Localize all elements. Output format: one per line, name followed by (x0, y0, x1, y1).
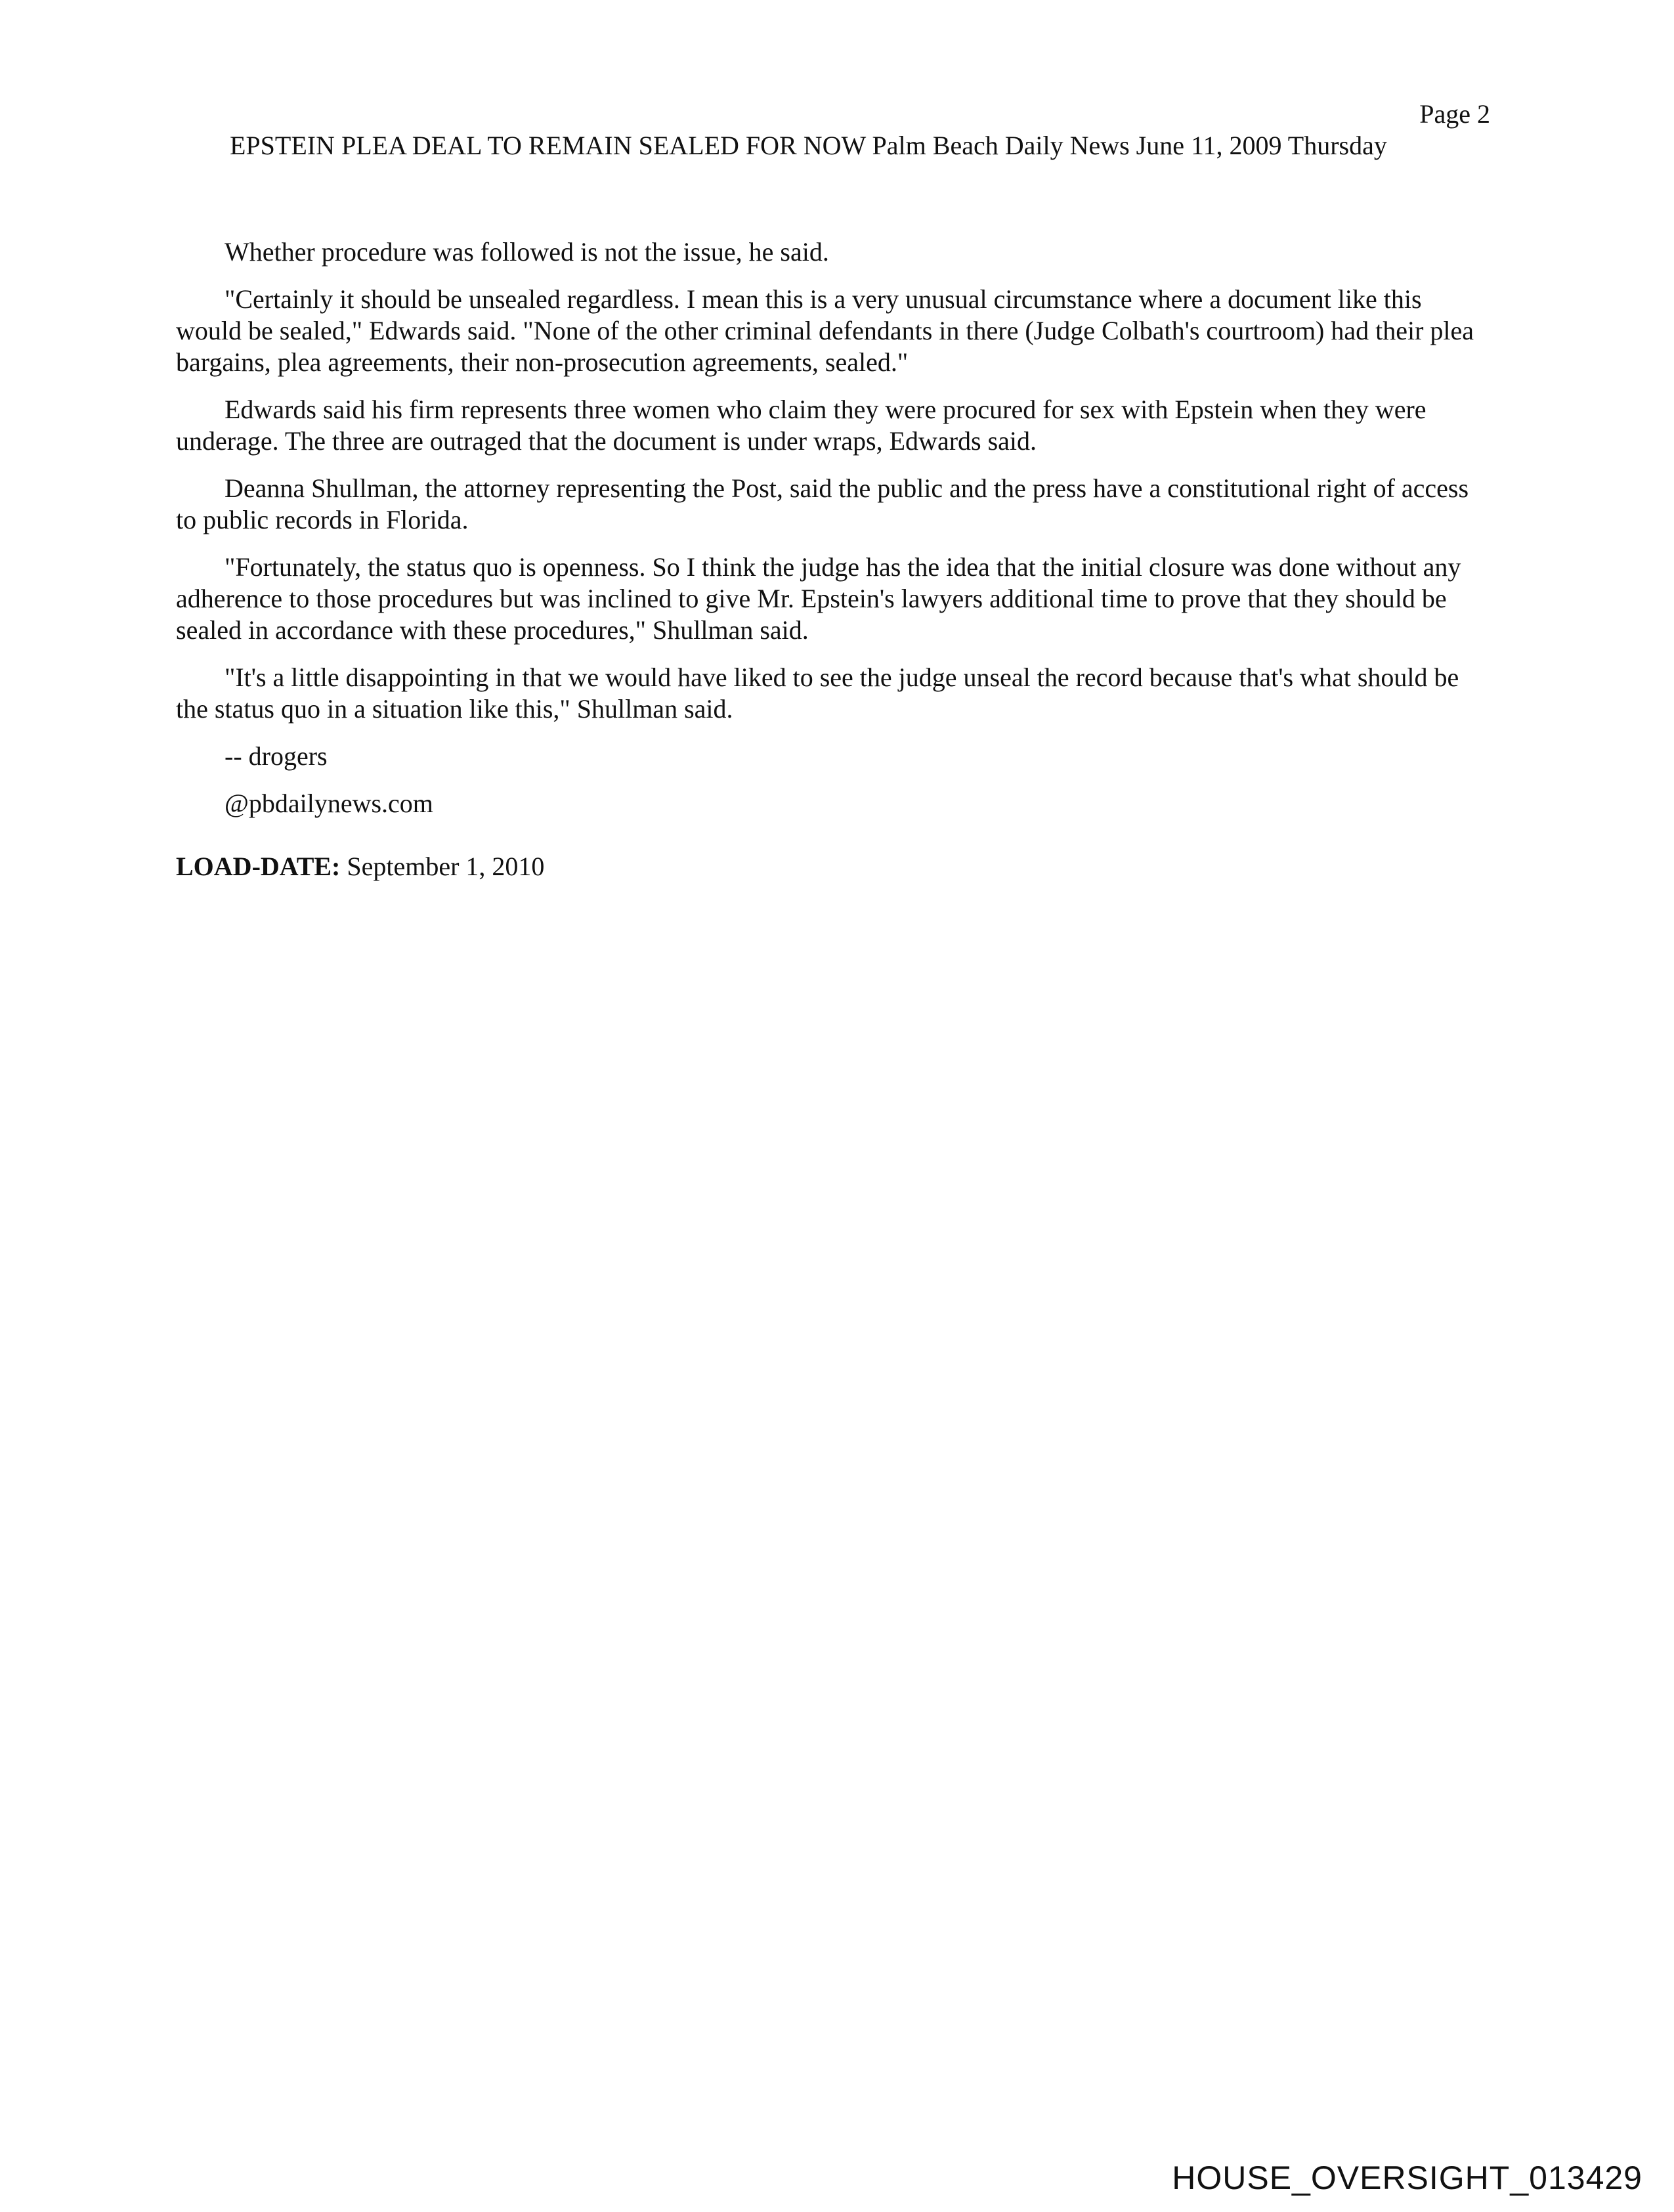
article-paragraph: Whether procedure was followed is not the issue, he said. (225, 237, 829, 267)
byline: -- drogers (225, 741, 328, 771)
byline-email: @pbdailynews.com (225, 789, 433, 818)
page-number: Page 2 (1419, 99, 1490, 129)
load-date-label: LOAD-DATE: (176, 852, 341, 881)
header-title: EPSTEIN PLEA DEAL TO REMAIN SEALED FOR NOW Palm Beach Daily News June 11, 2009 Thursday (230, 131, 1387, 160)
article-paragraph: Deanna Shullman, the attorney representing the Post, said the public and the press have a constitutional right of access to public records in Florida. (176, 473, 1469, 534)
load-date (176, 850, 544, 884)
article-paragraph: "Fortunately, the status quo is openness. So I think the judge has the idea that the initial closure was done without any adherence to those procedures but was inclined to give Mr. Epstein's lawyers additional time to prove that they should be sealed in accordance with these procedures," Shullman said. (176, 552, 1461, 645)
bates-number: HOUSE_OVERSIGHT_013429 (1172, 2159, 1642, 2196)
article-body (176, 236, 1477, 835)
load-date-value: September 1, 2010 (347, 852, 545, 881)
article-paragraph: "It's a little disappointing in that we would have liked to see the judge unseal the record because that's what should be the status quo in a situation like this," Shullman said. (176, 662, 1459, 724)
article-paragraph: Edwards said his firm represents three women who claim they were procured for sex with Epstein when they were underage. The three are outraged that the document is under wraps, Edwards said. (176, 395, 1427, 456)
article-paragraph: "Certainly it should be unsealed regardless. I mean this is a very unusual circumstance where a document like this would be sealed," Edwards said. "None of the other criminal defendants in there (Judge Colbath's courtroom) had their plea bargains, plea agreements, their non-prosecution agreements, sealed." (176, 284, 1474, 377)
